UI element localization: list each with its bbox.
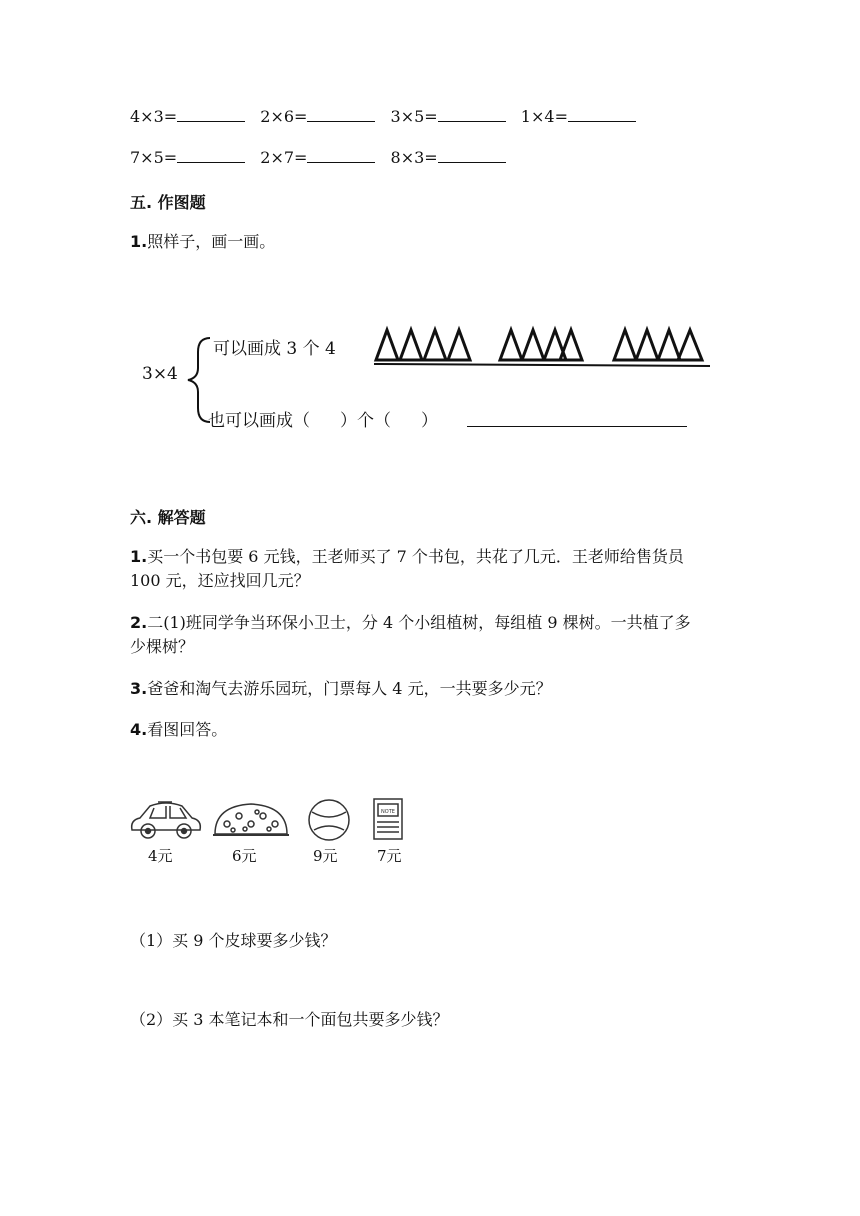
answer-blank[interactable] (177, 148, 245, 163)
question-4: 4.看图回答。 (130, 720, 228, 739)
cake-icon (211, 798, 291, 842)
question-2-cont: 少棵树？ (130, 637, 195, 656)
answer-blank[interactable] (438, 107, 506, 122)
calc-item: 7×5= (130, 148, 245, 167)
triangle-icon (424, 330, 446, 360)
drawing-line-2: 也可以画成（ ）个（ ） (208, 411, 438, 431)
question-1-cont: 100 元，还应找回几元？ (130, 571, 310, 590)
answer-blank[interactable] (438, 148, 506, 163)
answer-blank[interactable] (307, 148, 375, 163)
triangle-icon (500, 330, 522, 360)
triangle-icon (636, 330, 658, 360)
price-label: 7元 (377, 847, 402, 865)
price-label: 4元 (148, 847, 173, 865)
price-label: 9元 (313, 847, 338, 865)
question-3: 3.爸爸和淘气去游乐园玩，门票每人 4 元，一共要多少元？ (130, 679, 552, 698)
drawing-line-1: 可以画成 3 个 4 (213, 339, 336, 359)
price-label: 6元 (232, 847, 257, 865)
triangle-icon (448, 330, 470, 360)
drawing-expression: 3×4 (142, 364, 178, 384)
notebook-label: NOTE (381, 809, 395, 815)
triangle-icon (376, 330, 398, 360)
calc-item: 4×3= (130, 107, 245, 126)
calc-row-2 (130, 147, 516, 169)
answer-blank[interactable] (568, 107, 636, 122)
drawing-answer-line[interactable] (467, 426, 687, 427)
triangle-icon (614, 330, 636, 360)
calc-item: 2×7= (260, 148, 375, 167)
triangle-icon (658, 330, 680, 360)
triangle-groups (370, 324, 720, 374)
notebook-icon (371, 796, 407, 844)
question-1-drawing: 1.照样子，画一画。 (130, 232, 276, 251)
calc-item: 8×3= (391, 148, 506, 167)
question-2: 2.二(1)班同学争当环保小卫士，分 4 个小组植树，每组植 9 棵树。一共植了多 (130, 613, 691, 632)
calc-item: 2×6= (260, 107, 375, 126)
car-icon (128, 798, 204, 842)
calc-row-1 (130, 106, 646, 128)
ball-icon (304, 796, 354, 844)
section-title-solve: 六. 解答题 (130, 508, 206, 527)
question-1: 1.买一个书包要 6 元钱，王老师买了 7 个书包，共花了几元．王老师给售货员 (130, 547, 684, 566)
section-title-drawing: 五. 作图题 (130, 193, 206, 212)
answer-blank[interactable] (177, 107, 245, 122)
sub-question-1: （1）买 9 个皮球要多少钱？ (130, 931, 337, 950)
answer-blank[interactable] (307, 107, 375, 122)
triangle-icon (678, 330, 702, 360)
sub-question-2: （2）买 3 本笔记本和一个面包共要多少钱？ (130, 1010, 449, 1029)
triangle-icon (400, 330, 422, 360)
calc-item: 1×4= (521, 107, 636, 126)
triangle-icon (522, 330, 544, 360)
calc-item: 3×5= (391, 107, 506, 126)
